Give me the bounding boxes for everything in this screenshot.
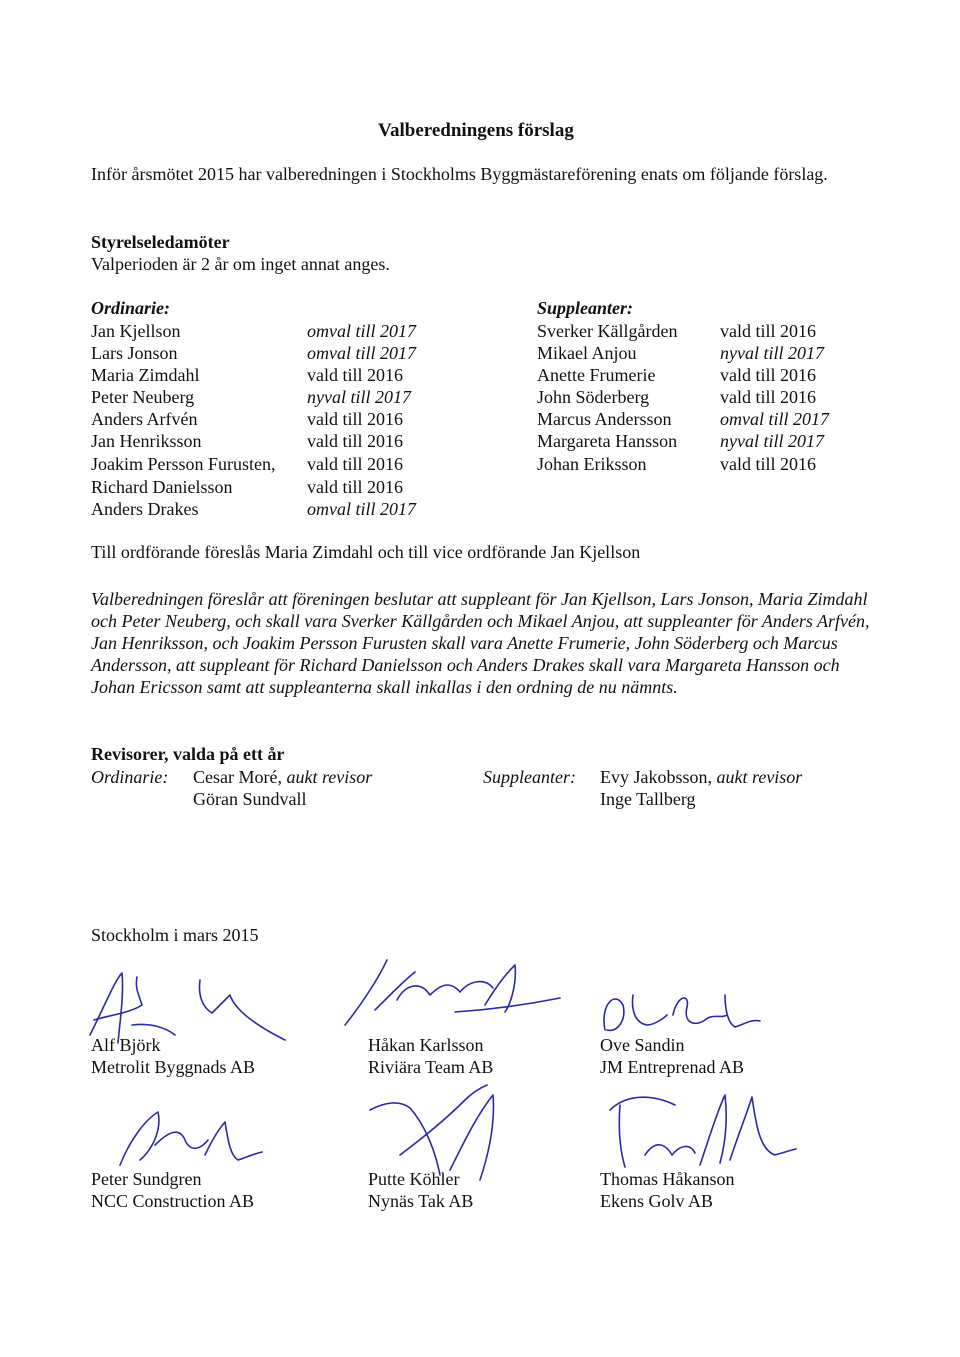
board-heading: Styrelseledamöter <box>91 232 230 252</box>
signature-hakan-karlsson <box>335 950 565 1040</box>
ordinary-status: omval till 2017 <box>307 321 416 341</box>
place-date: Stockholm i mars 2015 <box>91 925 259 945</box>
deputy-status: vald till 2016 <box>720 454 816 474</box>
deputy-status: vald till 2016 <box>720 387 816 407</box>
deputy-name: Margareta Hansson <box>537 431 678 451</box>
deputy-heading: Suppleanter: <box>537 298 634 318</box>
signature-thomas-hakanson <box>600 1085 800 1175</box>
deputy-name: Anette Frumerie <box>537 365 656 385</box>
deputy-name: John Söderberg <box>537 387 650 407</box>
signature-peter-sundgren <box>100 1100 270 1180</box>
ordinary-name: Lars Jonson <box>91 343 178 363</box>
signatory-company: Metrolit Byggnads AB <box>91 1057 256 1077</box>
ordinary-status: vald till 2016 <box>307 409 403 429</box>
auditor-name: Cesar Moré, <box>193 767 282 787</box>
ordinary-name: Anders Arfvén <box>91 409 198 429</box>
deputy-status: nyval till 2017 <box>720 431 824 451</box>
chair-proposal: Till ordförande föreslås Maria Zimdahl och till vice ordförande Jan Kjellson <box>91 542 641 562</box>
deputy-name: Sverker Källgården <box>537 321 678 341</box>
ordinary-name: Peter Neuberg <box>91 387 195 407</box>
signatory-company: NCC Construction AB <box>91 1191 255 1211</box>
deputy-proposal-paragraph: Valberedningen föreslår att föreningen beslutar att suppleant för Jan Kjellson, Lars Jonson, Maria Zimdahl och Peter Neuberg, och skall vara Sverker Källgården och Mikael Anjou, att suppleanter för Anders Arfvén, Jan Henriksson, och Joakim Persson Furusten skall vara Anette Frumerie, John Söderberg och Marcus Andersson, att suppleant för Richard Danielsson och Anders Drakes skall vara Margareta Hansson och Johan Ericsson samt att suppleanterna skall inkallas i den ordning de nu nämnts. <box>91 589 870 697</box>
signatory-company: Riviära Team AB <box>368 1057 494 1077</box>
ordinary-name: Richard Danielsson <box>91 477 233 497</box>
deputy-status: omval till 2017 <box>720 409 829 429</box>
auditors-deputy-label: Suppleanter: <box>483 767 576 787</box>
deputy-status: nyval till 2017 <box>720 343 824 363</box>
page-title: Valberedningens förslag <box>378 120 574 141</box>
signatory-name: Peter Sundgren <box>91 1169 202 1189</box>
signatory-company: JM Entreprenad AB <box>600 1057 744 1077</box>
ordinary-status: vald till 2016 <box>307 365 403 385</box>
ordinary-name: Maria Zimdahl <box>91 365 200 385</box>
board-period: Valperioden är 2 år om inget annat anges. <box>91 254 390 274</box>
ordinary-status: nyval till 2017 <box>307 387 411 407</box>
auditor-title: aukt revisor <box>286 767 373 787</box>
ordinary-status: vald till 2016 <box>307 477 403 497</box>
auditor-ordinary-1 <box>193 767 372 788</box>
deputy-name: Marcus Andersson <box>537 409 672 429</box>
signatory-company: Nynäs Tak AB <box>368 1191 474 1211</box>
ordinary-status: omval till 2017 <box>307 343 416 363</box>
signatory-name: Putte Köhler <box>368 1169 460 1189</box>
ordinary-name: Joakim Persson Furusten, <box>91 454 276 474</box>
auditor-deputy-1 <box>600 767 802 788</box>
signatory-name: Håkan Karlsson <box>368 1035 484 1055</box>
ordinary-name: Jan Kjellson <box>91 321 181 341</box>
auditor-ordinary-2: Göran Sundvall <box>193 789 307 809</box>
signatory-name: Thomas Håkanson <box>600 1169 735 1189</box>
ordinary-name: Jan Henriksson <box>91 431 202 451</box>
auditor-name: Evy Jakobsson, <box>600 767 712 787</box>
deputy-status: vald till 2016 <box>720 365 816 385</box>
auditor-title: aukt revisor <box>716 767 803 787</box>
ordinary-status: vald till 2016 <box>307 454 403 474</box>
signatory-company: Ekens Golv AB <box>600 1191 714 1211</box>
signatory-name: Ove Sandin <box>600 1035 685 1055</box>
deputy-name: Johan Eriksson <box>537 454 647 474</box>
intro-paragraph: Inför årsmötet 2015 har valberedningen i Stockholms Byggmästareförening enats om följande förslag. <box>91 164 828 184</box>
signatory-name: Alf Björk <box>91 1035 161 1055</box>
ordinary-name: Anders Drakes <box>91 499 199 519</box>
deputy-name: Mikael Anjou <box>537 343 637 363</box>
auditors-heading: Revisorer, valda på ett år <box>91 744 285 764</box>
ordinary-heading: Ordinarie: <box>91 298 171 318</box>
deputy-status: vald till 2016 <box>720 321 816 341</box>
auditors-ordinary-label: Ordinarie: <box>91 767 169 787</box>
auditor-deputy-2: Inge Tallberg <box>600 789 696 809</box>
ordinary-status: omval till 2017 <box>307 499 416 519</box>
ordinary-status: vald till 2016 <box>307 431 403 451</box>
